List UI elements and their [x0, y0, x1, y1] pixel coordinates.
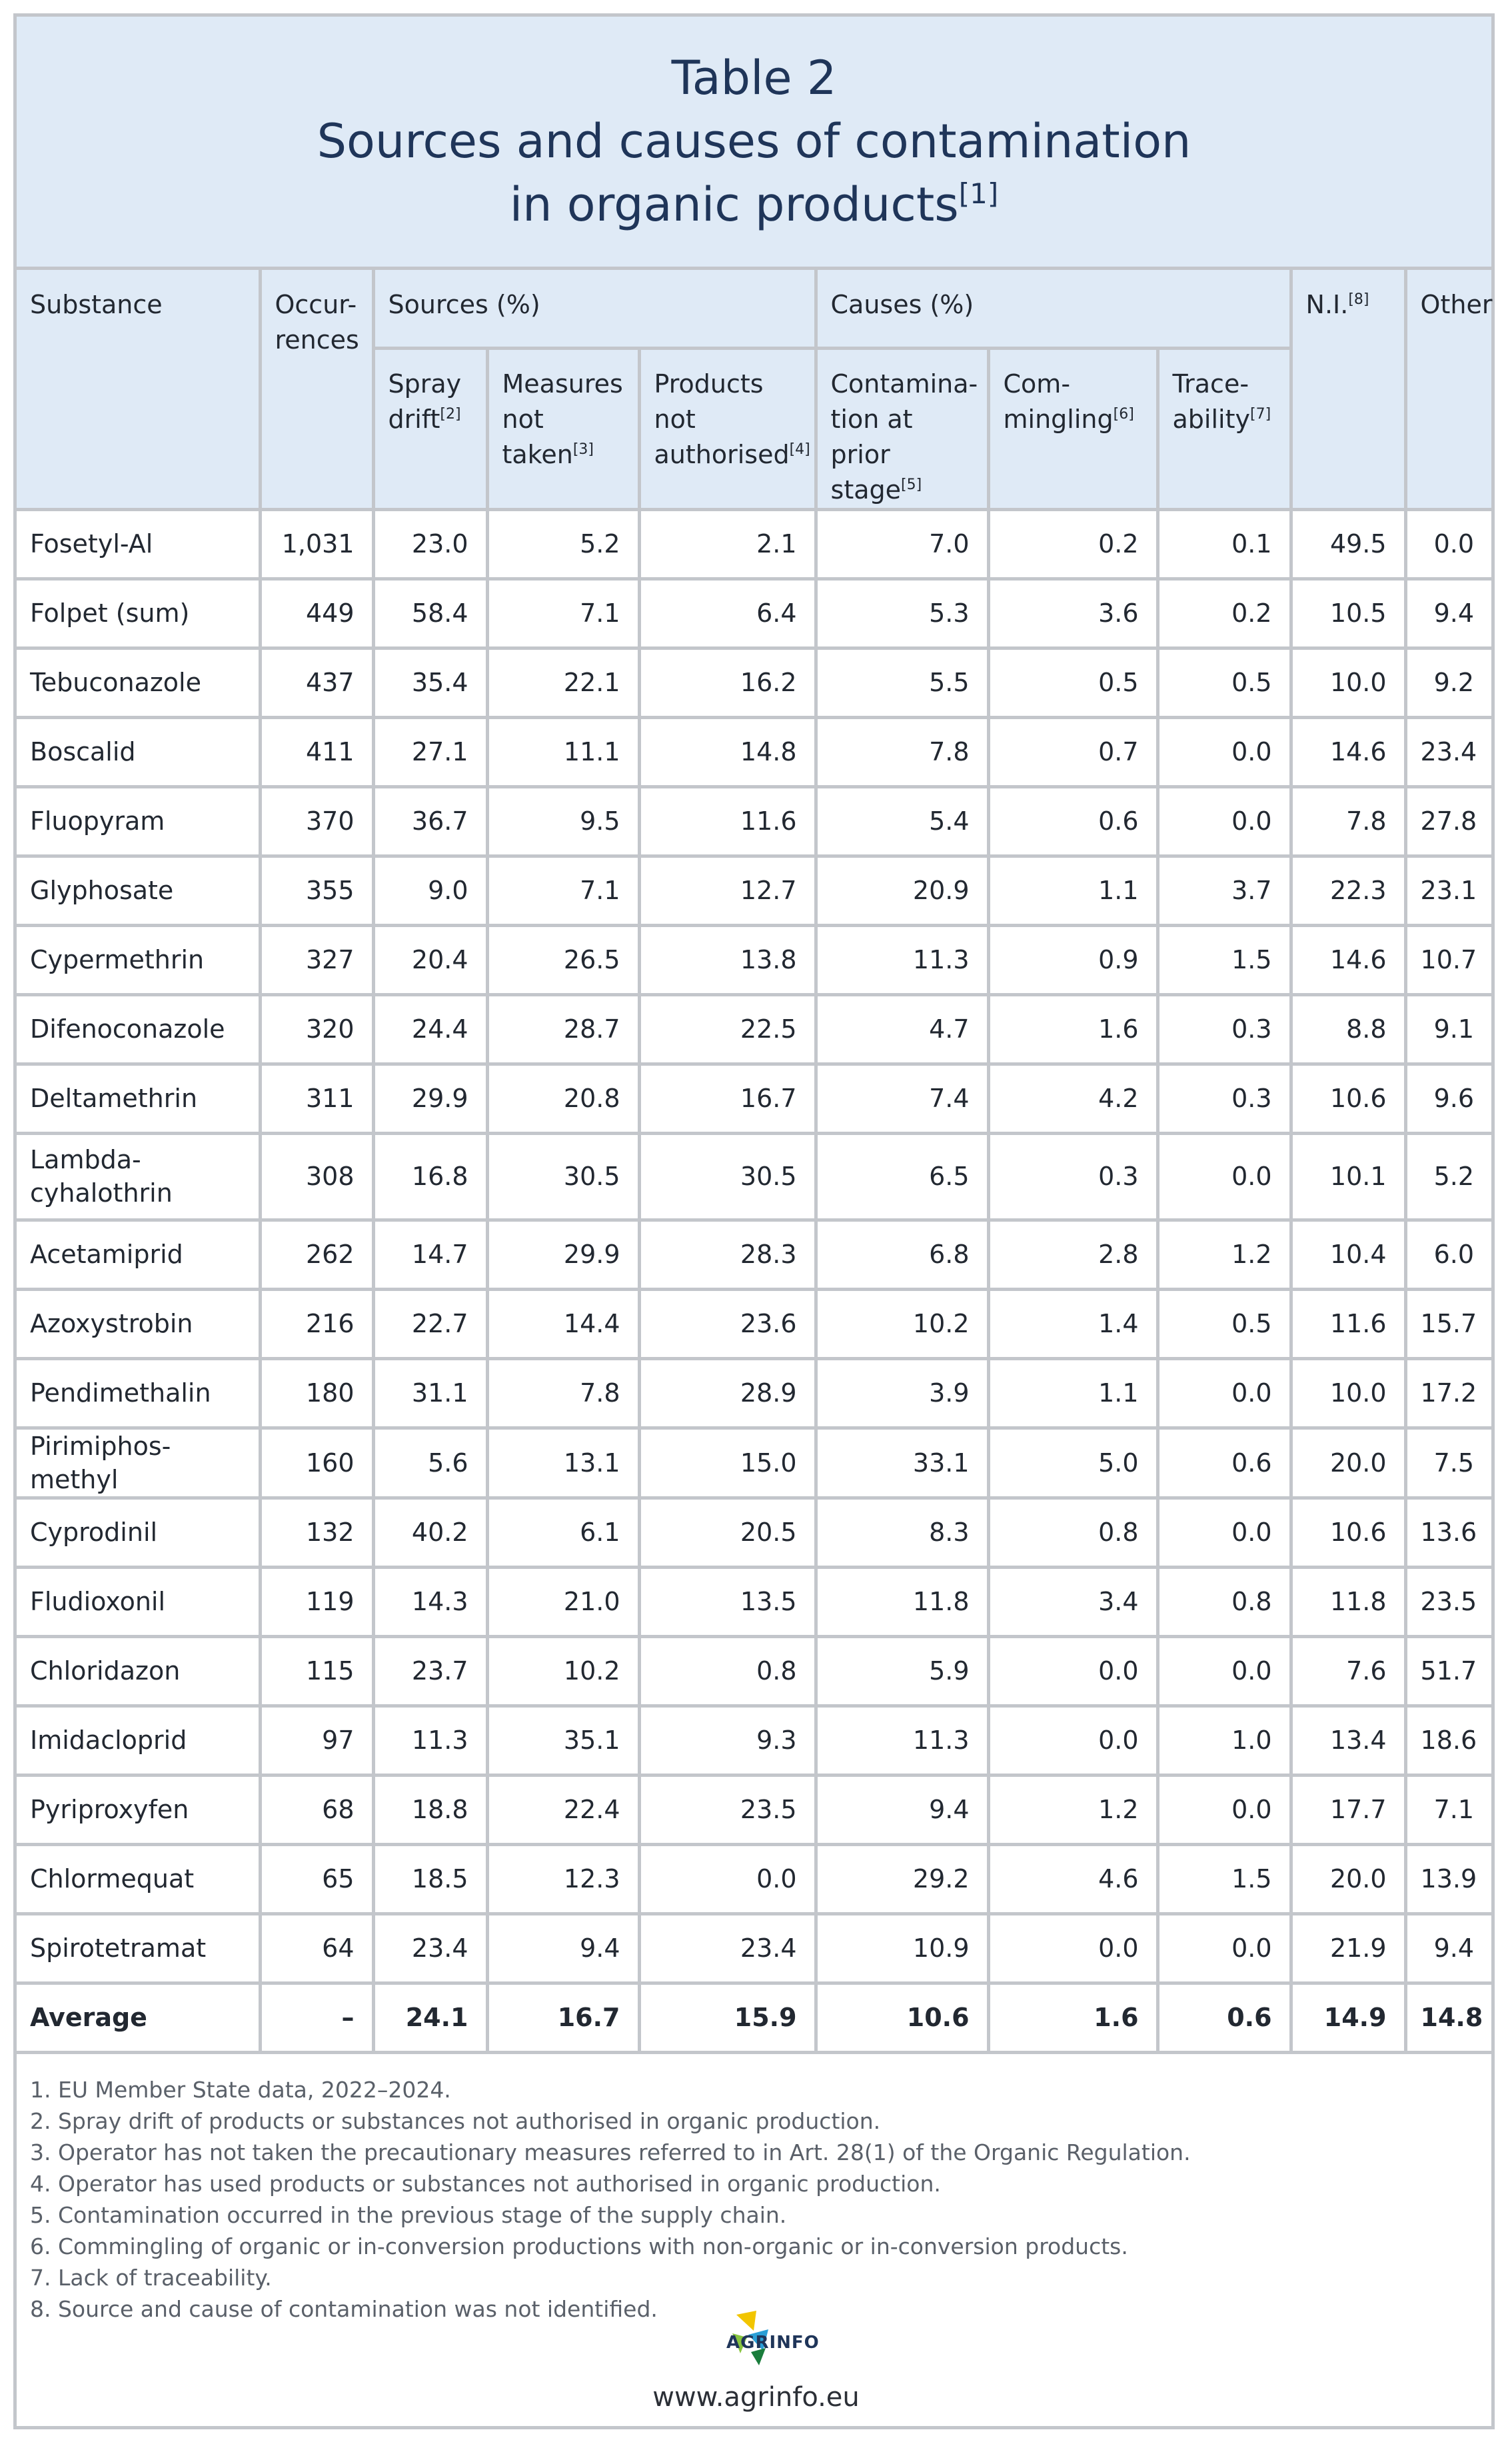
cell-substance: Fosetyl-Al: [17, 509, 260, 579]
cell-occurrences: 68: [260, 1775, 373, 1844]
table-row: [17, 1706, 1491, 1775]
cell-spray-drift: 23.0: [373, 509, 487, 579]
cell-products: 28.3: [639, 1220, 816, 1289]
cell-traceability: 0.0: [1157, 786, 1291, 856]
title-footnote-ref: [1]: [958, 177, 999, 210]
cell-products: 16.7: [639, 1064, 816, 1133]
footnote: 7. Lack of traceability.: [30, 2264, 272, 2291]
cell-occurrences: –: [260, 1983, 373, 2052]
cell-measures: 6.1: [487, 1498, 639, 1567]
cell-spray-drift: 23.7: [373, 1636, 487, 1706]
cell-commingling: 4.2: [988, 1064, 1157, 1133]
cell-occurrences: 308: [260, 1133, 373, 1220]
col-group-sources: Sources (%): [373, 270, 816, 348]
cell-substance: Acetamiprid: [17, 1220, 260, 1289]
col-group-causes: Causes (%): [816, 270, 1291, 348]
cell-ni: 10.0: [1291, 648, 1405, 717]
cell-commingling: 2.8: [988, 1220, 1157, 1289]
cell-traceability: 0.2: [1157, 579, 1291, 648]
col-contamination-prior-stage: Contamina-tion at prior stage[5]: [816, 348, 988, 509]
footnote: 6. Commingling of organic or in-conversion productions with non-organic or in-conversion products.: [30, 2233, 1128, 2259]
cell-occurrences: 355: [260, 856, 373, 925]
cell-other: 6.0: [1405, 1220, 1491, 1289]
cell-prior-stage: 5.3: [816, 579, 988, 648]
cell-measures: 30.5: [487, 1133, 639, 1220]
cell-products: 15.0: [639, 1428, 816, 1498]
cell-commingling: 1.1: [988, 856, 1157, 925]
cell-ni: 8.8: [1291, 994, 1405, 1064]
col-commingling: Com-mingling[6]: [988, 348, 1157, 509]
cell-measures: 22.1: [487, 648, 639, 717]
cell-traceability: 0.0: [1157, 1498, 1291, 1567]
cell-substance: Pirimiphos-methyl: [17, 1428, 260, 1498]
cell-substance: Chloridazon: [17, 1636, 260, 1706]
cell-ni: 10.0: [1291, 1358, 1405, 1428]
footnotes: [17, 2054, 1491, 2325]
cell-traceability: 0.0: [1157, 1775, 1291, 1844]
cell-prior-stage: 7.8: [816, 717, 988, 786]
cell-commingling: 1.6: [988, 1983, 1157, 2052]
cell-prior-stage: 10.6: [816, 1983, 988, 2052]
cell-traceability: 0.5: [1157, 648, 1291, 717]
cell-commingling: 0.6: [988, 786, 1157, 856]
cell-products: 2.1: [639, 509, 816, 579]
cell-products: 16.2: [639, 648, 816, 717]
title-line-1: Table 2: [671, 51, 837, 105]
cell-substance: Lambda-cyhalothrin: [17, 1133, 260, 1220]
col-other: Other: [1405, 270, 1491, 509]
cell-substance: Fluopyram: [17, 786, 260, 856]
table-row: [17, 648, 1491, 717]
cell-products: 30.5: [639, 1133, 816, 1220]
cell-prior-stage: 5.9: [816, 1636, 988, 1706]
cell-prior-stage: 7.0: [816, 509, 988, 579]
cell-occurrences: 119: [260, 1567, 373, 1636]
cell-substance: Folpet (sum): [17, 579, 260, 648]
cell-traceability: 0.0: [1157, 1133, 1291, 1220]
cell-products: 6.4: [639, 579, 816, 648]
cell-occurrences: 160: [260, 1428, 373, 1498]
cell-prior-stage: 11.8: [816, 1567, 988, 1636]
cell-commingling: 1.2: [988, 1775, 1157, 1844]
cell-ni: 14.6: [1291, 717, 1405, 786]
cell-spray-drift: 9.0: [373, 856, 487, 925]
cell-ni: 10.6: [1291, 1498, 1405, 1567]
table-card: [13, 13, 1495, 2429]
cell-substance: Cypermethrin: [17, 925, 260, 994]
cell-occurrences: 180: [260, 1358, 373, 1428]
cell-prior-stage: 7.4: [816, 1064, 988, 1133]
cell-traceability: 0.0: [1157, 1358, 1291, 1428]
cell-spray-drift: 58.4: [373, 579, 487, 648]
cell-other: 14.8: [1405, 1983, 1491, 2052]
footnote: 3. Operator has not taken the precautionary measures referred to in Art. 28(1) of the Organic Regulation.: [30, 2139, 1191, 2165]
col-products-not-authorised: Products not authorised[4]: [639, 348, 816, 509]
cell-prior-stage: 33.1: [816, 1428, 988, 1498]
table-row: [17, 925, 1491, 994]
table-row: [17, 717, 1491, 786]
table-row: [17, 1428, 1491, 1498]
cell-measures: 9.5: [487, 786, 639, 856]
table-row: [17, 786, 1491, 856]
table-row: [17, 1498, 1491, 1567]
cell-commingling: 0.7: [988, 717, 1157, 786]
cell-substance: Fludioxonil: [17, 1567, 260, 1636]
cell-ni: 20.0: [1291, 1428, 1405, 1498]
cell-prior-stage: 10.9: [816, 1913, 988, 1983]
cell-traceability: 0.3: [1157, 1064, 1291, 1133]
cell-ni: 17.7: [1291, 1775, 1405, 1844]
table-row: [17, 994, 1491, 1064]
table-row: [17, 1289, 1491, 1358]
cell-products: 9.3: [639, 1706, 816, 1775]
table-row: [17, 1358, 1491, 1428]
cell-commingling: 1.4: [988, 1289, 1157, 1358]
cell-spray-drift: 35.4: [373, 648, 487, 717]
col-occurrences: Occur-rences: [260, 270, 373, 509]
cell-ni: 20.0: [1291, 1844, 1405, 1913]
cell-measures: 21.0: [487, 1567, 639, 1636]
cell-spray-drift: 40.2: [373, 1498, 487, 1567]
cell-prior-stage: 11.3: [816, 1706, 988, 1775]
cell-spray-drift: 18.5: [373, 1844, 487, 1913]
cell-products: 20.5: [639, 1498, 816, 1567]
cell-prior-stage: 4.7: [816, 994, 988, 1064]
cell-measures: 28.7: [487, 994, 639, 1064]
cell-occurrences: 262: [260, 1220, 373, 1289]
col-measures-not-taken: Measures not taken[3]: [487, 348, 639, 509]
cell-other: 27.8: [1405, 786, 1491, 856]
cell-occurrences: 311: [260, 1064, 373, 1133]
table-row: [17, 856, 1491, 925]
cell-traceability: 0.1: [1157, 509, 1291, 579]
table-row: [17, 509, 1491, 579]
cell-other: 51.7: [1405, 1636, 1491, 1706]
cell-ni: 21.9: [1291, 1913, 1405, 1983]
cell-spray-drift: 31.1: [373, 1358, 487, 1428]
cell-measures: 7.1: [487, 579, 639, 648]
cell-prior-stage: 3.9: [816, 1358, 988, 1428]
cell-ni: 13.4: [1291, 1706, 1405, 1775]
col-substance: Substance: [17, 270, 260, 509]
cell-commingling: 0.5: [988, 648, 1157, 717]
cell-other: 15.7: [1405, 1289, 1491, 1358]
cell-products: 28.9: [639, 1358, 816, 1428]
brand-name: AGRINFO: [726, 2333, 820, 2353]
cell-commingling: 5.0: [988, 1428, 1157, 1498]
cell-ni: 22.3: [1291, 856, 1405, 925]
cell-traceability: 0.3: [1157, 994, 1291, 1064]
cell-other: 23.1: [1405, 856, 1491, 925]
cell-substance: Pyriproxyfen: [17, 1775, 260, 1844]
cell-traceability: 1.5: [1157, 1844, 1291, 1913]
cell-substance: Tebuconazole: [17, 648, 260, 717]
cell-commingling: 0.0: [988, 1706, 1157, 1775]
cell-substance: Average: [17, 1983, 260, 2052]
cell-other: 23.4: [1405, 717, 1491, 786]
cell-other: 13.9: [1405, 1844, 1491, 1913]
cell-measures: 7.8: [487, 1358, 639, 1428]
cell-prior-stage: 9.4: [816, 1775, 988, 1844]
cell-substance: Imidacloprid: [17, 1706, 260, 1775]
cell-ni: 7.6: [1291, 1636, 1405, 1706]
cell-measures: 13.1: [487, 1428, 639, 1498]
cell-occurrences: 115: [260, 1636, 373, 1706]
website-link[interactable]: www.agrinfo.eu: [652, 2382, 860, 2413]
cell-measures: 20.8: [487, 1064, 639, 1133]
cell-other: 9.4: [1405, 579, 1491, 648]
cell-traceability: 1.0: [1157, 1706, 1291, 1775]
cell-prior-stage: 6.8: [816, 1220, 988, 1289]
cell-traceability: 0.8: [1157, 1567, 1291, 1636]
cell-commingling: 3.4: [988, 1567, 1157, 1636]
cell-other: 9.4: [1405, 1913, 1491, 1983]
cell-measures: 35.1: [487, 1706, 639, 1775]
footnote: 5. Contamination occurred in the previous stage of the supply chain.: [30, 2201, 787, 2228]
cell-spray-drift: 18.8: [373, 1775, 487, 1844]
cell-spray-drift: 24.1: [373, 1983, 487, 2052]
cell-other: 13.6: [1405, 1498, 1491, 1567]
cell-occurrences: 327: [260, 925, 373, 994]
table-row: [17, 1844, 1491, 1913]
cell-prior-stage: 5.5: [816, 648, 988, 717]
cell-measures: 29.9: [487, 1220, 639, 1289]
cell-traceability: 0.0: [1157, 1636, 1291, 1706]
cell-occurrences: 1,031: [260, 509, 373, 579]
cell-commingling: 1.1: [988, 1358, 1157, 1428]
cell-ni: 7.8: [1291, 786, 1405, 856]
cell-substance: Spirotetramat: [17, 1913, 260, 1983]
header-row-1: [17, 270, 1491, 348]
cell-occurrences: 320: [260, 994, 373, 1064]
cell-spray-drift: 14.7: [373, 1220, 487, 1289]
cell-substance: Cyprodinil: [17, 1498, 260, 1567]
cell-substance: Azoxystrobin: [17, 1289, 260, 1358]
cell-traceability: 1.5: [1157, 925, 1291, 994]
cell-occurrences: 65: [260, 1844, 373, 1913]
cell-ni: 10.6: [1291, 1064, 1405, 1133]
cell-traceability: 0.6: [1157, 1983, 1291, 2052]
cell-occurrences: 97: [260, 1706, 373, 1775]
table-row: [17, 1775, 1491, 1844]
cell-spray-drift: 14.3: [373, 1567, 487, 1636]
cell-commingling: 0.2: [988, 509, 1157, 579]
cell-products: 14.8: [639, 717, 816, 786]
cell-occurrences: 64: [260, 1913, 373, 1983]
cell-prior-stage: 6.5: [816, 1133, 988, 1220]
cell-products: 23.4: [639, 1913, 816, 1983]
table-row: [17, 1133, 1491, 1220]
footnote: 8. Source and cause of contamination was not identified.: [30, 2295, 658, 2322]
cell-other: 5.2: [1405, 1133, 1491, 1220]
table-row: [17, 1636, 1491, 1706]
cell-prior-stage: 5.4: [816, 786, 988, 856]
cell-measures: 16.7: [487, 1983, 639, 2052]
col-traceability: Trace-ability[7]: [1157, 348, 1291, 509]
cell-other: 7.1: [1405, 1775, 1491, 1844]
cell-measures: 5.2: [487, 509, 639, 579]
cell-traceability: 3.7: [1157, 856, 1291, 925]
cell-products: 13.5: [639, 1567, 816, 1636]
cell-other: 9.2: [1405, 648, 1491, 717]
title-line-2: Sources and causes of contamination: [317, 114, 1191, 169]
cell-substance: Pendimethalin: [17, 1358, 260, 1428]
cell-other: 10.7: [1405, 925, 1491, 994]
cell-substance: Glyphosate: [17, 856, 260, 925]
cell-commingling: 1.6: [988, 994, 1157, 1064]
cell-spray-drift: 22.7: [373, 1289, 487, 1358]
cell-occurrences: 411: [260, 717, 373, 786]
cell-products: 23.6: [639, 1289, 816, 1358]
table-row: [17, 1064, 1491, 1133]
cell-products: 11.6: [639, 786, 816, 856]
cell-traceability: 0.0: [1157, 1913, 1291, 1983]
footnote: 1. EU Member State data, 2022–2024.: [30, 2076, 451, 2103]
col-ni: N.I.[8]: [1291, 270, 1405, 509]
cell-products: 15.9: [639, 1983, 816, 2052]
cell-other: 18.6: [1405, 1706, 1491, 1775]
cell-other: 7.5: [1405, 1428, 1491, 1498]
cell-products: 0.8: [639, 1636, 816, 1706]
cell-commingling: 0.0: [988, 1913, 1157, 1983]
cell-occurrences: 216: [260, 1289, 373, 1358]
contamination-table: [17, 270, 1491, 2054]
title-line-3: in organic products[1]: [509, 177, 999, 232]
cell-spray-drift: 16.8: [373, 1133, 487, 1220]
table-row: [17, 1220, 1491, 1289]
cell-prior-stage: 10.2: [816, 1289, 988, 1358]
cell-measures: 22.4: [487, 1775, 639, 1844]
cell-measures: 11.1: [487, 717, 639, 786]
cell-occurrences: 370: [260, 786, 373, 856]
cell-spray-drift: 29.9: [373, 1064, 487, 1133]
table-row: [17, 579, 1491, 648]
cell-ni: 11.6: [1291, 1289, 1405, 1358]
cell-commingling: 0.8: [988, 1498, 1157, 1567]
cell-substance: Boscalid: [17, 717, 260, 786]
cell-ni: 10.4: [1291, 1220, 1405, 1289]
cell-products: 12.7: [639, 856, 816, 925]
cell-ni: 11.8: [1291, 1567, 1405, 1636]
cell-occurrences: 132: [260, 1498, 373, 1567]
cell-traceability: 0.5: [1157, 1289, 1291, 1358]
cell-products: 13.8: [639, 925, 816, 994]
cell-spray-drift: 27.1: [373, 717, 487, 786]
cell-measures: 10.2: [487, 1636, 639, 1706]
cell-spray-drift: 5.6: [373, 1428, 487, 1498]
cell-spray-drift: 24.4: [373, 994, 487, 1064]
footnote: 2. Spray drift of products or substances not authorised in organic production.: [30, 2107, 881, 2134]
cell-occurrences: 449: [260, 579, 373, 648]
cell-ni: 10.1: [1291, 1133, 1405, 1220]
cell-measures: 26.5: [487, 925, 639, 994]
cell-spray-drift: 11.3: [373, 1706, 487, 1775]
col-spray-drift: Spray drift[2]: [373, 348, 487, 509]
cell-substance: Difenoconazole: [17, 994, 260, 1064]
footnote: 4. Operator has used products or substances not authorised in organic production.: [30, 2170, 941, 2197]
cell-products: 22.5: [639, 994, 816, 1064]
cell-spray-drift: 20.4: [373, 925, 487, 994]
cell-other: 0.0: [1405, 509, 1491, 579]
cell-prior-stage: 20.9: [816, 856, 988, 925]
cell-commingling: 0.9: [988, 925, 1157, 994]
cell-measures: 7.1: [487, 856, 639, 925]
cell-other: 17.2: [1405, 1358, 1491, 1428]
cell-prior-stage: 8.3: [816, 1498, 988, 1567]
cell-substance: Chlormequat: [17, 1844, 260, 1913]
cell-prior-stage: 29.2: [816, 1844, 988, 1913]
cell-products: 23.5: [639, 1775, 816, 1844]
cell-traceability: 0.0: [1157, 717, 1291, 786]
cell-ni: 10.5: [1291, 579, 1405, 648]
cell-ni: 14.6: [1291, 925, 1405, 994]
cell-commingling: 4.6: [988, 1844, 1157, 1913]
table-body: [17, 509, 1491, 2052]
cell-traceability: 0.6: [1157, 1428, 1291, 1498]
cell-other: 23.5: [1405, 1567, 1491, 1636]
cell-other: 9.6: [1405, 1064, 1491, 1133]
cell-measures: 14.4: [487, 1289, 639, 1358]
cell-commingling: 3.6: [988, 579, 1157, 648]
cell-spray-drift: 23.4: [373, 1913, 487, 1983]
table-title: [17, 17, 1491, 270]
cell-commingling: 0.0: [988, 1636, 1157, 1706]
cell-products: 0.0: [639, 1844, 816, 1913]
table-row: [17, 1913, 1491, 1983]
cell-commingling: 0.3: [988, 1133, 1157, 1220]
cell-ni: 14.9: [1291, 1983, 1405, 2052]
cell-substance: Deltamethrin: [17, 1064, 260, 1133]
cell-ni: 49.5: [1291, 509, 1405, 579]
cell-measures: 12.3: [487, 1844, 639, 1913]
cell-traceability: 1.2: [1157, 1220, 1291, 1289]
table-row: [17, 1567, 1491, 1636]
cell-prior-stage: 11.3: [816, 925, 988, 994]
cell-other: 9.1: [1405, 994, 1491, 1064]
cell-spray-drift: 36.7: [373, 786, 487, 856]
cell-occurrences: 437: [260, 648, 373, 717]
average-row: [17, 1983, 1491, 2052]
cell-measures: 9.4: [487, 1913, 639, 1983]
